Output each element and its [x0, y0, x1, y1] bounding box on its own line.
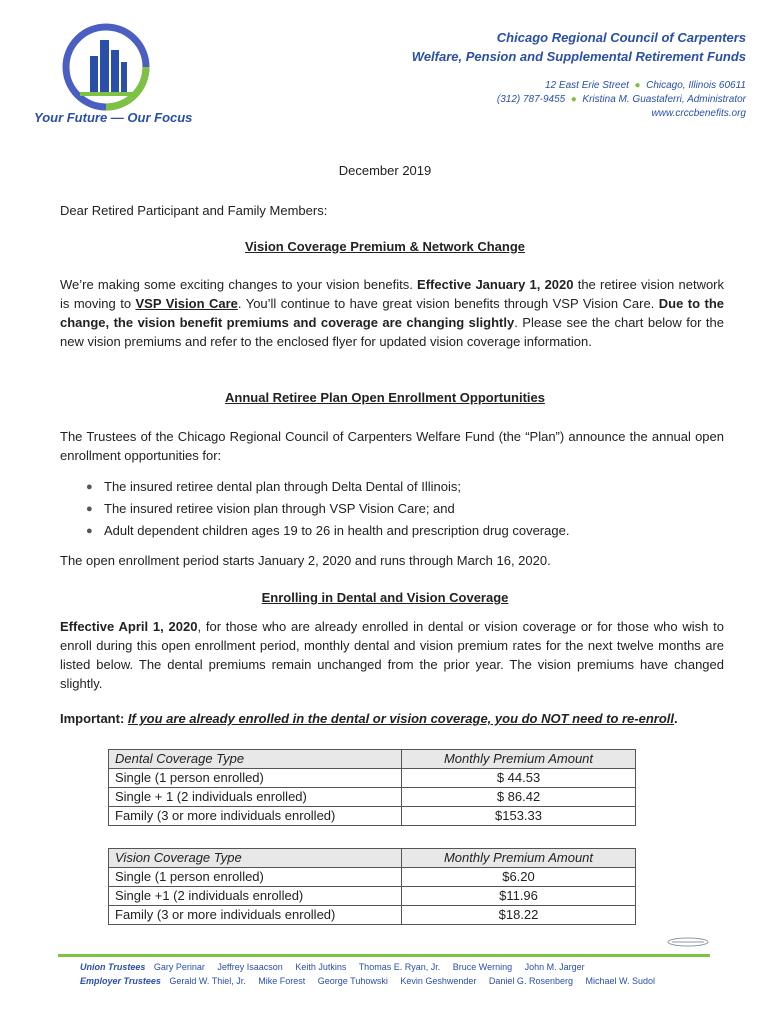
organization-block — [412, 28, 746, 121]
vision-premium-table — [108, 848, 636, 925]
trustee-name: Gerald W. Thiel, Jr. — [169, 976, 246, 986]
city: Chicago, Illinois 60611 — [646, 80, 746, 91]
table-row: Family (3 or more individuals enrolled) $18.22 — [109, 906, 636, 925]
organization-subtitle: Welfare, Pension and Supplemental Retirement Funds — [411, 49, 746, 64]
website-link[interactable]: www.crccbenefits.org — [651, 108, 746, 119]
table-row: Single +1 (2 individuals enrolled) $11.96 — [109, 887, 636, 906]
enrollment-period: The open enrollment period starts January 2, 2020 and runs through March 16, 2020. — [60, 553, 551, 568]
section-heading-open-enrollment: Annual Retiree Plan Open Enrollment Opportunities — [225, 390, 545, 405]
tagline: Your Future — Our Focus — [34, 110, 193, 125]
trustee-name: Keith Jutkins — [295, 962, 347, 972]
column-header-type: Vision Coverage Type — [109, 849, 402, 868]
employer-trustees-label: Employer Trustees — [80, 976, 161, 986]
trustee-name: Bruce Werning — [452, 962, 513, 972]
list-item: ● The insured retiree dental plan through Delta Dental of Illinois; — [60, 476, 720, 498]
address-block — [412, 79, 746, 121]
table-header-row — [109, 750, 636, 769]
dental-premium-table — [108, 749, 636, 826]
trustee-name: Daniel G. Rosenberg — [488, 976, 573, 986]
trustee-name: Mike Forest — [258, 976, 306, 986]
enrollment-list — [60, 476, 720, 542]
paragraph-open-enrollment: The Trustees of the Chicago Regional Council of Carpenters Welfare Fund (the “Plan”) announce the annual open enrollment opportunities for: — [60, 429, 724, 463]
table-row: Single (1 person enrolled) $6.20 — [109, 868, 636, 887]
phone: (312) 787-9455 — [496, 94, 566, 105]
column-header-amount: Monthly Premium Amount — [402, 750, 636, 769]
bullet-dot-icon: ● — [631, 80, 644, 91]
table-header-row — [109, 849, 636, 868]
list-item: ● Adult dependent children ages 19 to 26 in health and prescription drug coverage. — [60, 520, 720, 542]
footer-divider — [58, 954, 710, 957]
table-row: Single (1 person enrolled) $ 44.53 — [109, 769, 636, 788]
letter-date: December 2019 — [338, 163, 432, 178]
section-heading-vision-change: Vision Coverage Premium & Network Change — [244, 239, 526, 254]
trustee-name: John M. Jarger — [524, 962, 585, 972]
trustee-name: Michael W. Sudol — [585, 976, 656, 986]
union-trustees-label: Union Trustees — [80, 962, 146, 972]
important-notice: Important: If you are already enrolled in the dental or vision coverage, you do NOT need to re-enroll. — [60, 711, 678, 726]
salutation: Dear Retired Participant and Family Members: — [60, 203, 328, 218]
bullet-icon: ● — [86, 503, 93, 515]
table-row: Family (3 or more individuals enrolled) $153.33 — [109, 807, 636, 826]
column-header-amount: Monthly Premium Amount — [402, 849, 636, 868]
trustee-name: Thomas E. Ryan, Jr. — [358, 962, 441, 972]
street: 12 East Erie Street — [545, 80, 629, 91]
trustee-name: Gary Perinar — [153, 962, 205, 972]
trustee-name: Kevin Geshwender — [400, 976, 477, 986]
bullet-dot-icon: ● — [568, 94, 580, 105]
employer-trustees — [80, 976, 665, 986]
union-bug-icon — [666, 937, 710, 949]
paragraph-enrolling: Effective April 1, 2020, for those who are already enrolled in dental or vision coverage or for those who wish to enroll during this open enrollment period, monthly dental and vision premium rates for the next twelve months are listed below. The dental premiums remain unchanged from the prior year. The vision premiums have changed slightly. — [60, 619, 724, 691]
table-row: Single + 1 (2 individuals enrolled) $ 86.42 — [109, 788, 636, 807]
trustee-name: Jeffrey Isaacson — [217, 962, 283, 972]
list-item: ● The insured retiree vision plan through VSP Vision Care; and — [60, 498, 720, 520]
bullet-icon: ● — [86, 525, 93, 537]
administrator: Kristina M. Guastaferri, Administrator — [582, 94, 746, 105]
organization-name: Chicago Regional Council of Carpenters — [496, 30, 746, 45]
trustee-name: George Tuhowski — [317, 976, 388, 986]
section-heading-enrolling: Enrolling in Dental and Vision Coverage — [261, 590, 509, 605]
bullet-icon: ● — [86, 481, 93, 493]
column-header-type: Dental Coverage Type — [109, 750, 402, 769]
union-trustees — [80, 962, 595, 972]
paragraph-vision-change: We’re making some exciting changes to your vision benefits. Effective January 1, 2020 the retiree vision network is moving to VSP Vision Care. You’ll continue to have great vision benefits through VSP Vision Care. Due to the change, the vision benefit premiums and coverage are changing slightly. Please see the chart below for the new vision premiums and refer to the enclosed flyer for updated vision coverage information. — [60, 277, 725, 349]
organization-logo — [62, 22, 162, 112]
